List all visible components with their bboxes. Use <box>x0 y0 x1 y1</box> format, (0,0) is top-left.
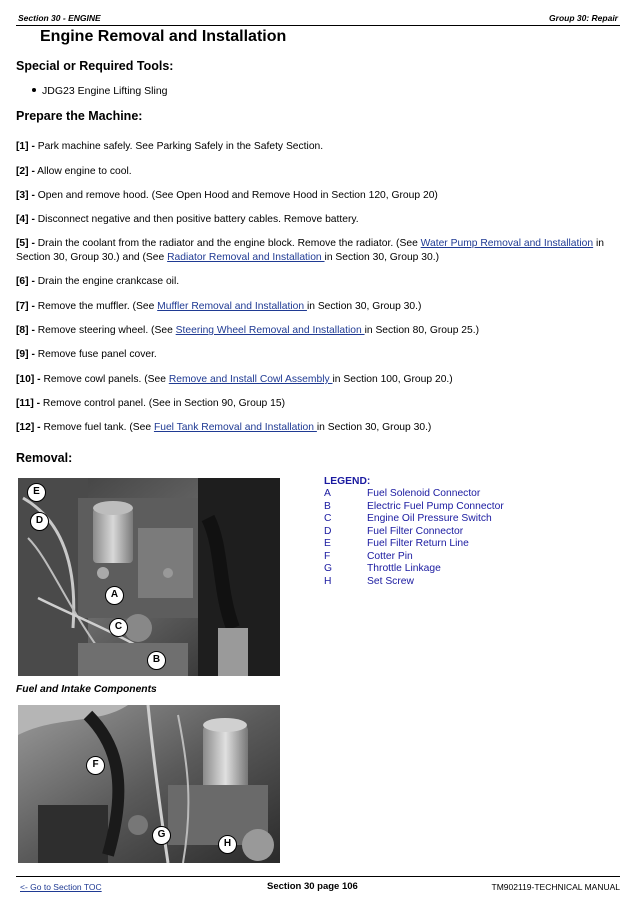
legend-item: B Electric Fuel Pump Connector <box>324 500 504 512</box>
engine-photo-2-art <box>18 705 280 863</box>
water-pump-link[interactable]: Water Pump Removal and Installation <box>420 238 594 249</box>
tools-heading: Special or Required Tools: <box>16 59 174 73</box>
step-1: [1] - Park machine safely. See Parking Safely in the Safety Section. <box>16 141 324 152</box>
page-header <box>16 10 620 26</box>
step-6: [6] - Drain the engine crankcase oil. <box>16 276 180 287</box>
callout-c: C <box>109 618 128 637</box>
page-footer <box>16 876 620 896</box>
legend-item: G Throttle Linkage <box>324 563 441 574</box>
legend-item: C Engine Oil Pressure Switch <box>324 513 492 524</box>
engine-photo-1 <box>18 478 280 676</box>
legend-item: D Fuel Filter Connector <box>324 525 464 537</box>
figure-caption: Fuel and Intake Components <box>16 684 157 695</box>
bullet-icon <box>32 88 36 92</box>
page-title: Engine Removal and Installation <box>40 28 287 45</box>
fuel-tank-link[interactable]: Fuel Tank Removal and Installation <box>153 422 317 433</box>
legend-item: A Fuel Solenoid Connector <box>324 488 481 499</box>
muffler-link[interactable]: Muffler Removal and Installation <box>157 301 307 312</box>
callout-g: G <box>152 826 171 845</box>
removal-heading: Removal: <box>16 451 73 465</box>
step-11: [11] - Remove control panel. (See in Section 90, Group 15) <box>16 398 286 409</box>
callout-h: H <box>218 835 237 854</box>
prepare-heading: Prepare the Machine: <box>16 109 143 123</box>
step-10: [10] - Remove cowl panels. (See Remove and Install Cowl Assembly in Section 100, Group 20.) <box>16 374 453 385</box>
step-4: [4] - Disconnect negative and then positive battery cables. Remove battery. <box>16 214 359 225</box>
callout-a: A <box>105 586 124 605</box>
legend-item: E Fuel Filter Return Line <box>324 538 469 549</box>
step-9: [9] - Remove fuse panel cover. <box>16 349 157 360</box>
radiator-link[interactable]: Radiator Removal and Installation <box>167 252 325 263</box>
cowl-assembly-link[interactable]: Remove and Install Cowl Assembly <box>168 374 333 385</box>
callout-b: B <box>147 651 166 670</box>
legend <box>324 476 504 588</box>
step-5: [5] - Drain the coolant from the radiator and the engine block. Remove the radiator. (See Water Pump Removal and Installation in Section 30, Group 30.) and (See Radiator Removal and Installation in Section 30, Group 30.) <box>16 238 605 263</box>
steering-wheel-link[interactable]: Steering Wheel Removal and Installation <box>175 325 365 336</box>
callout-e: E <box>27 483 46 502</box>
step-8: [8] - Remove steering wheel. (See Steering Wheel Removal and Installation in Section 80, Group 25.) <box>16 325 480 336</box>
callout-f: F <box>86 756 105 775</box>
callout-d: D <box>30 512 49 531</box>
legend-item: F Cotter Pin <box>324 550 413 562</box>
step-2: [2] - Allow engine to cool. <box>16 166 132 177</box>
toc-link[interactable]: <- Go to Section TOC <box>20 882 102 892</box>
legend-item: H Set Screw <box>324 575 414 587</box>
engine-photo-1-art <box>18 478 280 676</box>
tool-item: JDG23 Engine Lifting Sling <box>32 85 168 97</box>
legend-title: LEGEND: <box>324 476 371 487</box>
manual-id: TM902119-TECHNICAL MANUAL <box>491 882 620 892</box>
page-number: Section 30 page 106 <box>267 881 358 892</box>
step-7: [7] - Remove the muffler. (See Muffler Removal and Installation in Section 30, Group 30.) <box>16 301 422 312</box>
group-label: Group 30: Repair <box>549 13 618 23</box>
step-3: [3] - Open and remove hood. (See Open Hood and Remove Hood in Section 120, Group 20) <box>16 190 438 201</box>
engine-photo-2 <box>18 705 280 863</box>
section-label: Section 30 - ENGINE <box>18 13 101 23</box>
step-12: [12] - Remove fuel tank. (See Fuel Tank Removal and Installation in Section 30, Group 30.) <box>16 422 432 433</box>
